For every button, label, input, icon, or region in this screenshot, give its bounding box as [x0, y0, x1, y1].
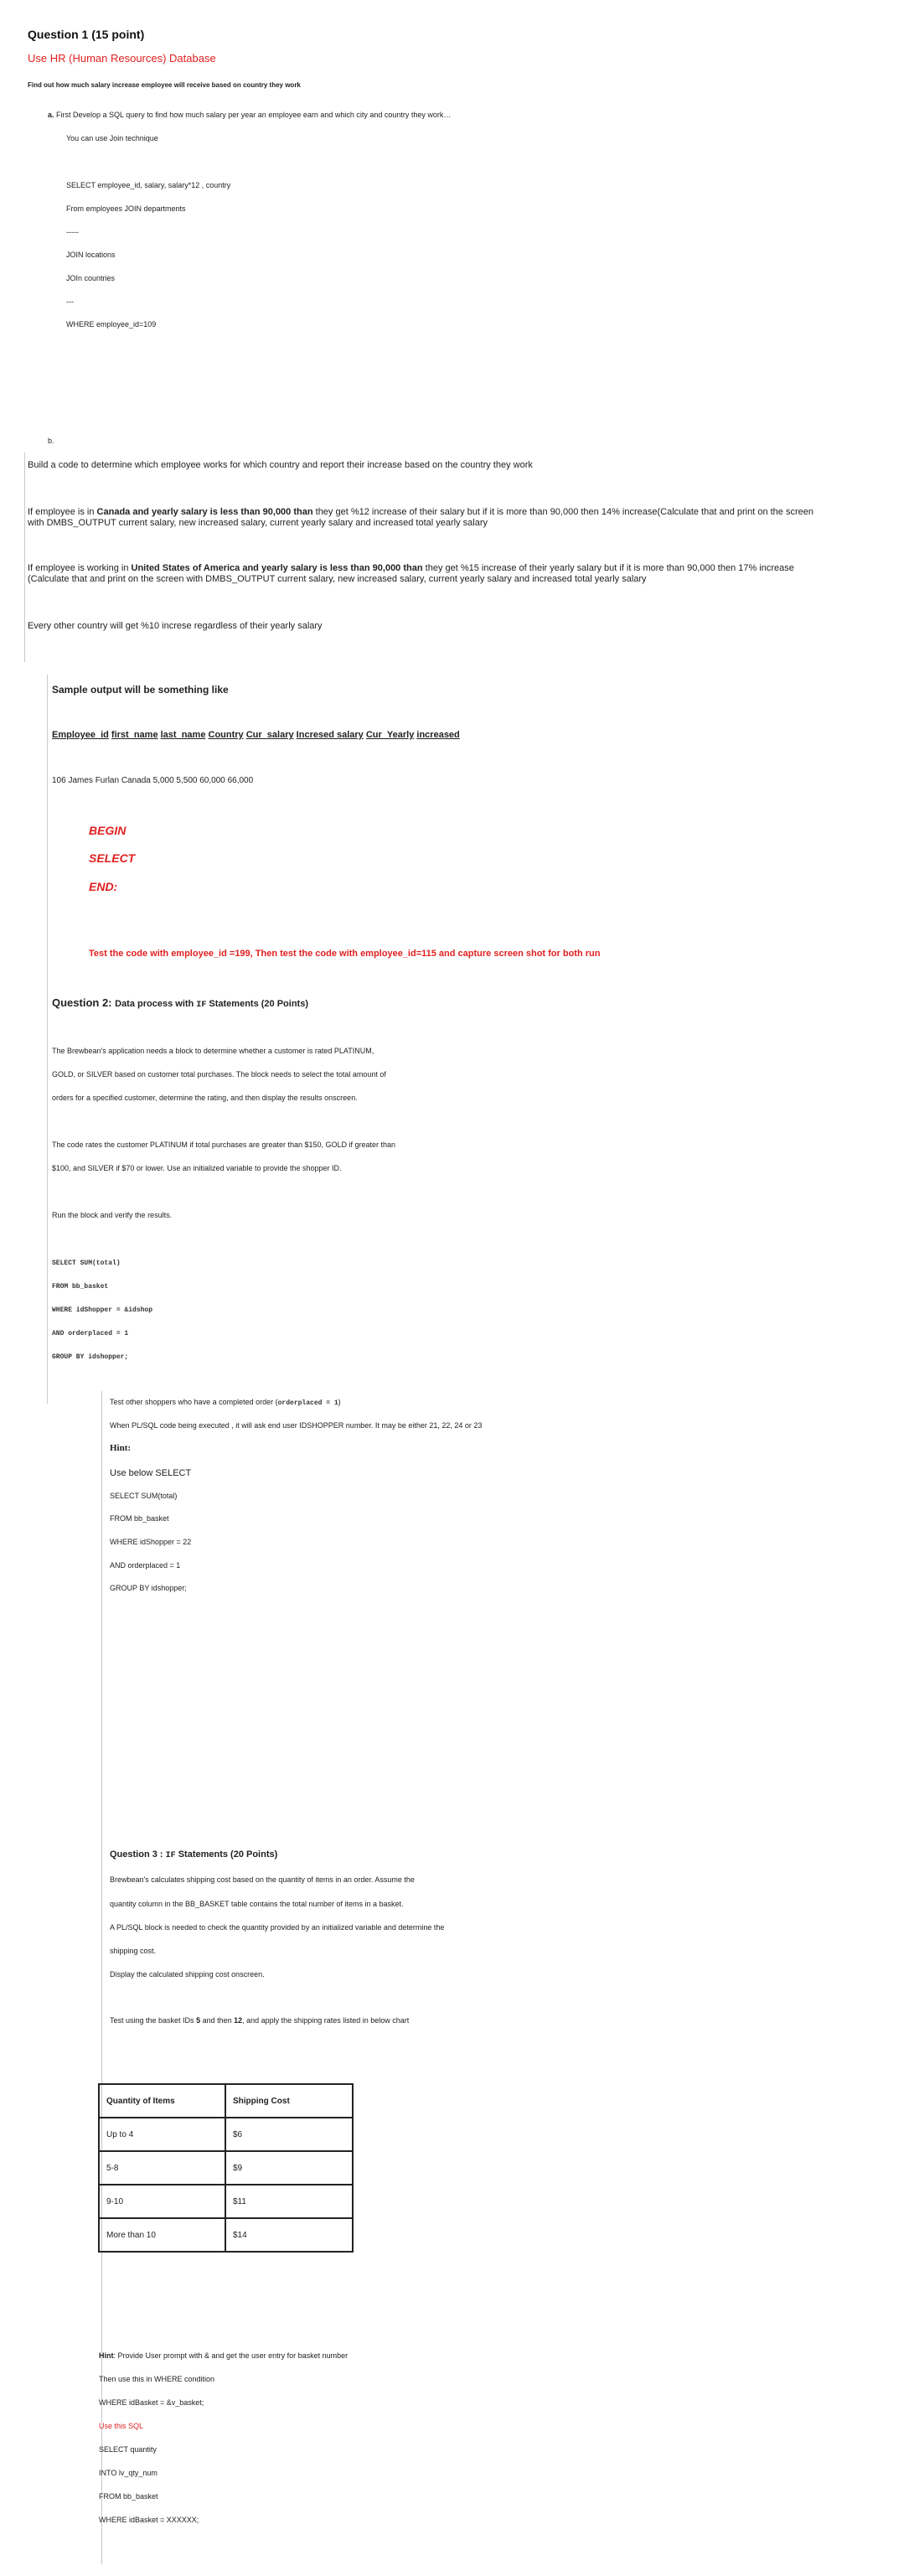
- q1-sql-line: WHERE employee_id=109: [66, 320, 157, 328]
- shipping-cost-table: [98, 2083, 354, 2253]
- header-cur-yearly: Cur_Yearly: [365, 730, 415, 740]
- table-cell-quantity: 5-8: [99, 2151, 225, 2185]
- q1-keyword-select: SELECT: [89, 851, 136, 865]
- q2-title: [52, 996, 308, 1010]
- q2-paragraph-line: GOLD, or SILVER based on customer total purchases. The block needs to select the total amount of: [52, 1070, 386, 1079]
- q2-paragraph-line: The Brewbean's application needs a block to determine whether a customer is rated PLATINUM,: [52, 1047, 374, 1055]
- q1-item-a: [48, 111, 451, 119]
- q3-basket-id-1: 5: [196, 2016, 201, 2025]
- q3-paragraph-line: A PL/SQL block is needed to check the quantity provided by an initialized variable and determine the: [110, 1923, 445, 1932]
- q3-hint-label: Hint: [99, 2351, 114, 2360]
- q2-when-executed: When PL/SQL code being executed , it will ask end user IDSHOPPER number. It may be either 21, 22, 24 or 23: [110, 1421, 483, 1430]
- q1-keyword-end: END:: [89, 880, 118, 893]
- q2-sql-line: FROM bb_basket: [52, 1283, 109, 1291]
- table-cell-quantity: Up to 4: [99, 2118, 225, 2151]
- q1-join-hint: You can use Join technique: [66, 134, 158, 142]
- q1-sql-line: From employees JOIN departments: [66, 204, 186, 213]
- q3-title-code: IF: [165, 1851, 176, 1860]
- q3-basket-id-2: 12: [234, 2016, 243, 2025]
- table-cell-quantity: More than 10: [99, 2218, 225, 2252]
- q1-other-countries: Every other country will get %10 increse regardless of their yearly salary: [28, 621, 323, 631]
- q3-title-number: Question 3 :: [110, 1849, 166, 1860]
- q2-hint-sql-line: GROUP BY idshopper;: [110, 1584, 187, 1592]
- q1-canada-pre: If employee is in: [28, 507, 97, 517]
- q2-title-text: Data process with: [115, 999, 197, 1009]
- header-increased-salary: Incresed salary: [296, 730, 364, 740]
- q1-keyword-begin: BEGIN: [89, 824, 127, 837]
- q3-test-mid: and then: [200, 2016, 235, 2025]
- q1-sql-line: -----: [66, 228, 79, 236]
- q2-test-post: ): [338, 1398, 341, 1406]
- header-first-name: first_name: [111, 730, 158, 740]
- q1-sql-line: JOIn countries: [66, 274, 116, 282]
- q1-sql-line: ---: [66, 297, 74, 306]
- q1-usa-condition: United States of America and yearly salary is less than 90,000 than: [131, 563, 423, 573]
- q1-database: Use HR (Human Resources) Database: [28, 52, 216, 65]
- table-cell-cost: $14: [225, 2218, 353, 2252]
- q1-title: Question 1 (15 point): [28, 28, 145, 41]
- q1-intro: Find out how much salary increase employee will receive based on country they work: [28, 81, 301, 89]
- table-cell-cost: $9: [225, 2151, 353, 2185]
- q2-hint-sql-line: FROM bb_basket: [110, 1514, 169, 1523]
- q1-usa-pre: If employee is working in: [28, 563, 132, 573]
- q3-paragraph-line: shipping cost.: [110, 1947, 157, 1955]
- q2-left-rule: [101, 1391, 102, 2564]
- q1-item-b-number: b.: [48, 437, 54, 445]
- table-cell-quantity: 9-10: [99, 2185, 225, 2218]
- q3-hint-text: : Provide User prompt with & and get the user entry for basket number: [113, 2351, 349, 2360]
- q1-usa-rule-line2: (Calculate that and print on the screen with DMBS_OUTPUT current salary, new increased salary, current yearly salary and increased total yearly salary: [28, 574, 647, 584]
- table-row: [99, 2151, 353, 2185]
- q2-paragraph-line: orders for a specified customer, determine the rating, and then display the results onscreen.: [52, 1094, 358, 1102]
- q2-title-code: IF: [196, 1001, 207, 1010]
- header-country: Country: [208, 730, 244, 740]
- table-header-shipping-cost: Shipping Cost: [225, 2084, 353, 2118]
- table-cell-cost: $6: [225, 2118, 353, 2151]
- q1-canada-condition: Canada and yearly salary is less than 90,000 than: [96, 507, 313, 517]
- q2-sql-line: GROUP BY idshopper;: [52, 1353, 129, 1361]
- q1-usa-post: they get %15 increase of their yearly salary but if it is more than 90,000 then 17% increase: [422, 563, 794, 573]
- q2-use-below: Use below SELECT: [110, 1468, 192, 1478]
- q1-canada-post: they get %12 increase of their salary but if it is more than 90,000 then 14% increase(Calculate that and print on the screen: [312, 507, 813, 517]
- q3-title-points: Statements (20 Points): [175, 1849, 278, 1860]
- table-row: [99, 2185, 353, 2218]
- q2-test-code: orderplaced = 1: [277, 1399, 338, 1407]
- q3-sql-line: INTO lv_qty_num: [99, 2469, 157, 2477]
- q2-sql-line: WHERE idShopper = &idshop: [52, 1306, 153, 1314]
- q1-canada-rule-line2: with DMBS_OUTPUT current salary, new increased salary, current yearly salary and increased total yearly salary: [28, 518, 488, 528]
- q1-sample-headers: [52, 730, 460, 740]
- header-last-name: last_name: [160, 730, 206, 740]
- q3-test-post: , and apply the shipping rates listed in below chart: [242, 2016, 410, 2025]
- table-row: [99, 2118, 353, 2151]
- header-cur-salary: Cur_salary: [245, 730, 294, 740]
- header-employee-id: Employee_id: [52, 730, 109, 740]
- q1-item-a-number: a.: [48, 111, 54, 119]
- q1-usa-rule: [28, 563, 794, 573]
- q1-sql-line: SELECT employee_id, salary, salary*12 , country: [66, 181, 231, 189]
- table-header-quantity: Quantity of Items: [99, 2084, 225, 2118]
- q2-run-note: Run the block and verify the results.: [52, 1211, 173, 1219]
- q3-paragraph-line: Display the calculated shipping cost onscreen.: [110, 1970, 265, 1979]
- q3-sql-line: SELECT quantity: [99, 2445, 157, 2454]
- q3-sql-line: FROM bb_basket: [99, 2492, 158, 2501]
- q3-sql-line: WHERE idBasket = XXXXXX;: [99, 2516, 199, 2524]
- q2-paragraph-line: $100, and SILVER if $70 or lower. Use an initialized variable to provide the shopper ID.: [52, 1164, 342, 1172]
- table-row: [99, 2218, 353, 2252]
- q1-left-rule: [24, 453, 25, 662]
- q2-hint-sql-line: SELECT SUM(total): [110, 1492, 178, 1500]
- table-header-row: [99, 2084, 353, 2118]
- q1-sample-row: 106 James Furlan Canada 5,000 5,500 60,000 66,000: [52, 776, 254, 785]
- q2-paragraph-line: The code rates the customer PLATINUM if total purchases are greater than $150, GOLD if greater than: [52, 1141, 396, 1149]
- q2-test-pre: Test other shoppers who have a completed order (: [110, 1398, 278, 1406]
- q3-hint: [99, 2351, 348, 2360]
- q1-test-note: Test the code with employee_id =199, Then test the code with employee_id=115 and capture screen shot for both run: [89, 949, 601, 959]
- q1-sample-title: Sample output will be something like: [52, 684, 229, 696]
- q1-canada-rule: [28, 507, 813, 517]
- q2-title-number: Question 2:: [52, 996, 116, 1009]
- q3-use-sql: Use this SQL: [99, 2422, 144, 2430]
- q2-test-others: [110, 1398, 341, 1407]
- q3-test-pre: Test using the basket IDs: [110, 2016, 197, 2025]
- q3-test-baskets: [110, 2016, 409, 2025]
- q2-sql-line: SELECT SUM(total): [52, 1260, 121, 1267]
- q1-item-b: Build a code to determine which employee works for which country and report their increase based on the country they work: [28, 460, 533, 470]
- q3-paragraph-line: quantity column in the BB_BASKET table contains the total number of items in a basket.: [110, 1900, 404, 1908]
- q1-item-a-text: First Develop a SQL query to find how much salary per year an employee earn and which city and country they work…: [56, 111, 452, 119]
- q2-hint-sql-line: WHERE idShopper = 22: [110, 1538, 192, 1546]
- q2-sql-line: AND orderplaced = 1: [52, 1330, 129, 1337]
- q1-sql-line: JOIN locations: [66, 251, 116, 259]
- q3-title: [110, 1849, 277, 1860]
- q2-hint-label: Hint:: [110, 1443, 132, 1453]
- q3-then-where: Then use this in WHERE condition: [99, 2375, 215, 2383]
- q3-where-clause: WHERE idBasket = &v_basket;: [99, 2398, 204, 2407]
- q1-sample-rule: [47, 675, 48, 1404]
- q2-title-points: Statements (20 Points): [206, 999, 308, 1009]
- q3-paragraph-line: Brewbean's calculates shipping cost based on the quantity of items in an order. Assume the: [110, 1875, 415, 1884]
- table-cell-cost: $11: [225, 2185, 353, 2218]
- header-increased: increased: [416, 730, 460, 740]
- q2-hint-sql-line: AND orderplaced = 1: [110, 1561, 181, 1570]
